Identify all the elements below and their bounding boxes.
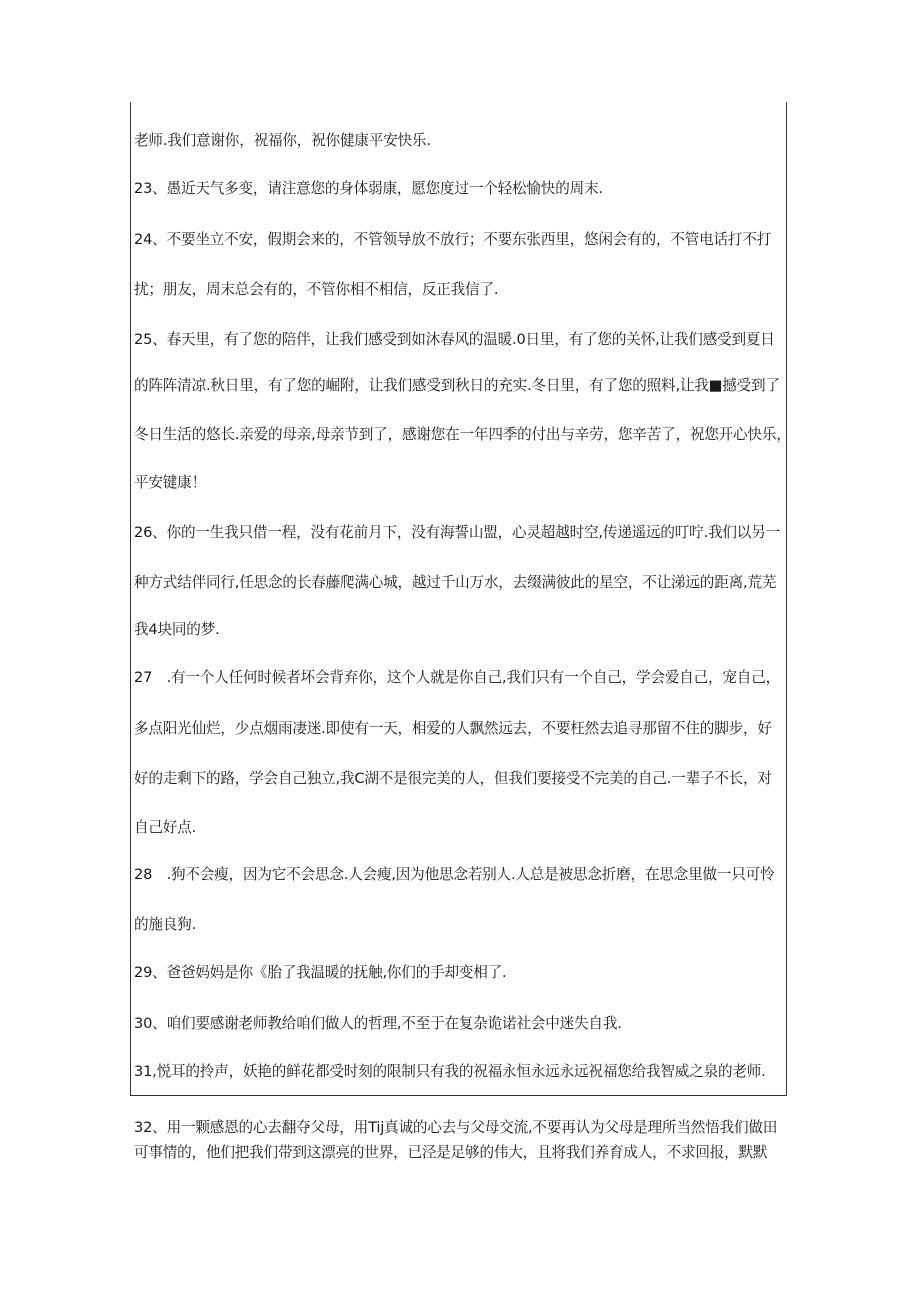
- text-line: 24、不要坐立不安，假期会来的，不管领导放不放行；不要东张西里，悠闲会有的，不管电话打不打: [134, 231, 772, 248]
- text-line: 多点阳光仙烂，少点烟雨凄迷.即使有一天，相爱的人飘然远去，不要枉然去追寻那留不住的脚步，好: [134, 720, 772, 737]
- text-line: 30、咱们要感谢老师教给咱们做人的哲理,不至于在复杂诡诺社会中迷失自我.: [134, 1015, 622, 1032]
- text-line: 26、你的一生我只借一程，没有花前月下，没有海誓山盟，心灵超越时空,传递遥远的叮咛.我们以另一: [134, 524, 780, 541]
- text-line: 好的走剩下的路，学会自己独立,我C湖不是很完美的人，但我们要接受不完美的自己.一辈子不长，对: [134, 770, 772, 787]
- text-line: 自己好点.: [134, 819, 197, 836]
- text-line: 可事情的，他们把我们带到这漂亮的世界，已泾是足够的伟大，且将我们养育成人，不求回报，默默: [134, 1144, 768, 1161]
- text-line: 平安键康！: [134, 474, 206, 491]
- text-line: 的阵阵清凉.秋日里，有了您的崛附，让我们感受到秋日的充实.冬日里，有了您的照料,让我■撼受到了: [134, 377, 780, 394]
- text-line: 25、春天里，有了您的陪伴，让我们感受到如沐春风的温暖.0日里，有了您的关怀,让我们感受到夏日: [134, 331, 775, 348]
- text-box-frame: [130, 102, 791, 1096]
- text-line: 27 .有一个人任何时候者坏会背弃你，这个人就是你自己,我们只有一个自己，学会爱自己，宠自己，: [134, 669, 780, 686]
- text-line: 老师.我们意谢你，祝福你，祝你健康平安快乐.: [134, 132, 431, 149]
- text-line: 冬日生活的悠长.亲爱的母亲,母亲节到了，感谢您在一年四季的付出与辛劳，您辛苦了，祝您开心快乐，: [134, 426, 791, 443]
- text-line: 23、愚近天气多变，请注意您的身体弱康，愿您度过一个轻松愉快的周末.: [134, 180, 603, 197]
- text-line: 的施良狗.: [134, 916, 197, 933]
- text-line: 扰；朋友，周末总会有的，不管你相不相信，反正我信了.: [134, 281, 499, 298]
- text-line: 我4块同的梦.: [134, 621, 220, 638]
- text-line: 种方式结伴同行,任思念的长春藤爬满心城，越过千山万水，去缀满彼此的星空，不让涕远的距离,荒芜: [134, 574, 777, 591]
- text-line: 31,悦耳的拎声，妖艳的鲜花都受时刻的限制只有我的祝福永恒永远永远祝福您给我智威之泉的老师.: [134, 1063, 766, 1080]
- text-line: 32、用一颗感恩的心去翻夺父母，用Tij真诚的心去与父母交流,不要再认为父母是理所当然悟我们做田: [134, 1119, 778, 1136]
- text-line: 28 .狗不会瘦，因为它不会思念.人会瘦,因为他思念若别人.人总是被思念折磨，在思念里做一只可怜: [134, 866, 775, 883]
- text-line: 29、爸爸妈妈是你《胎了我温暖的抚触,你们的手却变相了.: [134, 964, 507, 981]
